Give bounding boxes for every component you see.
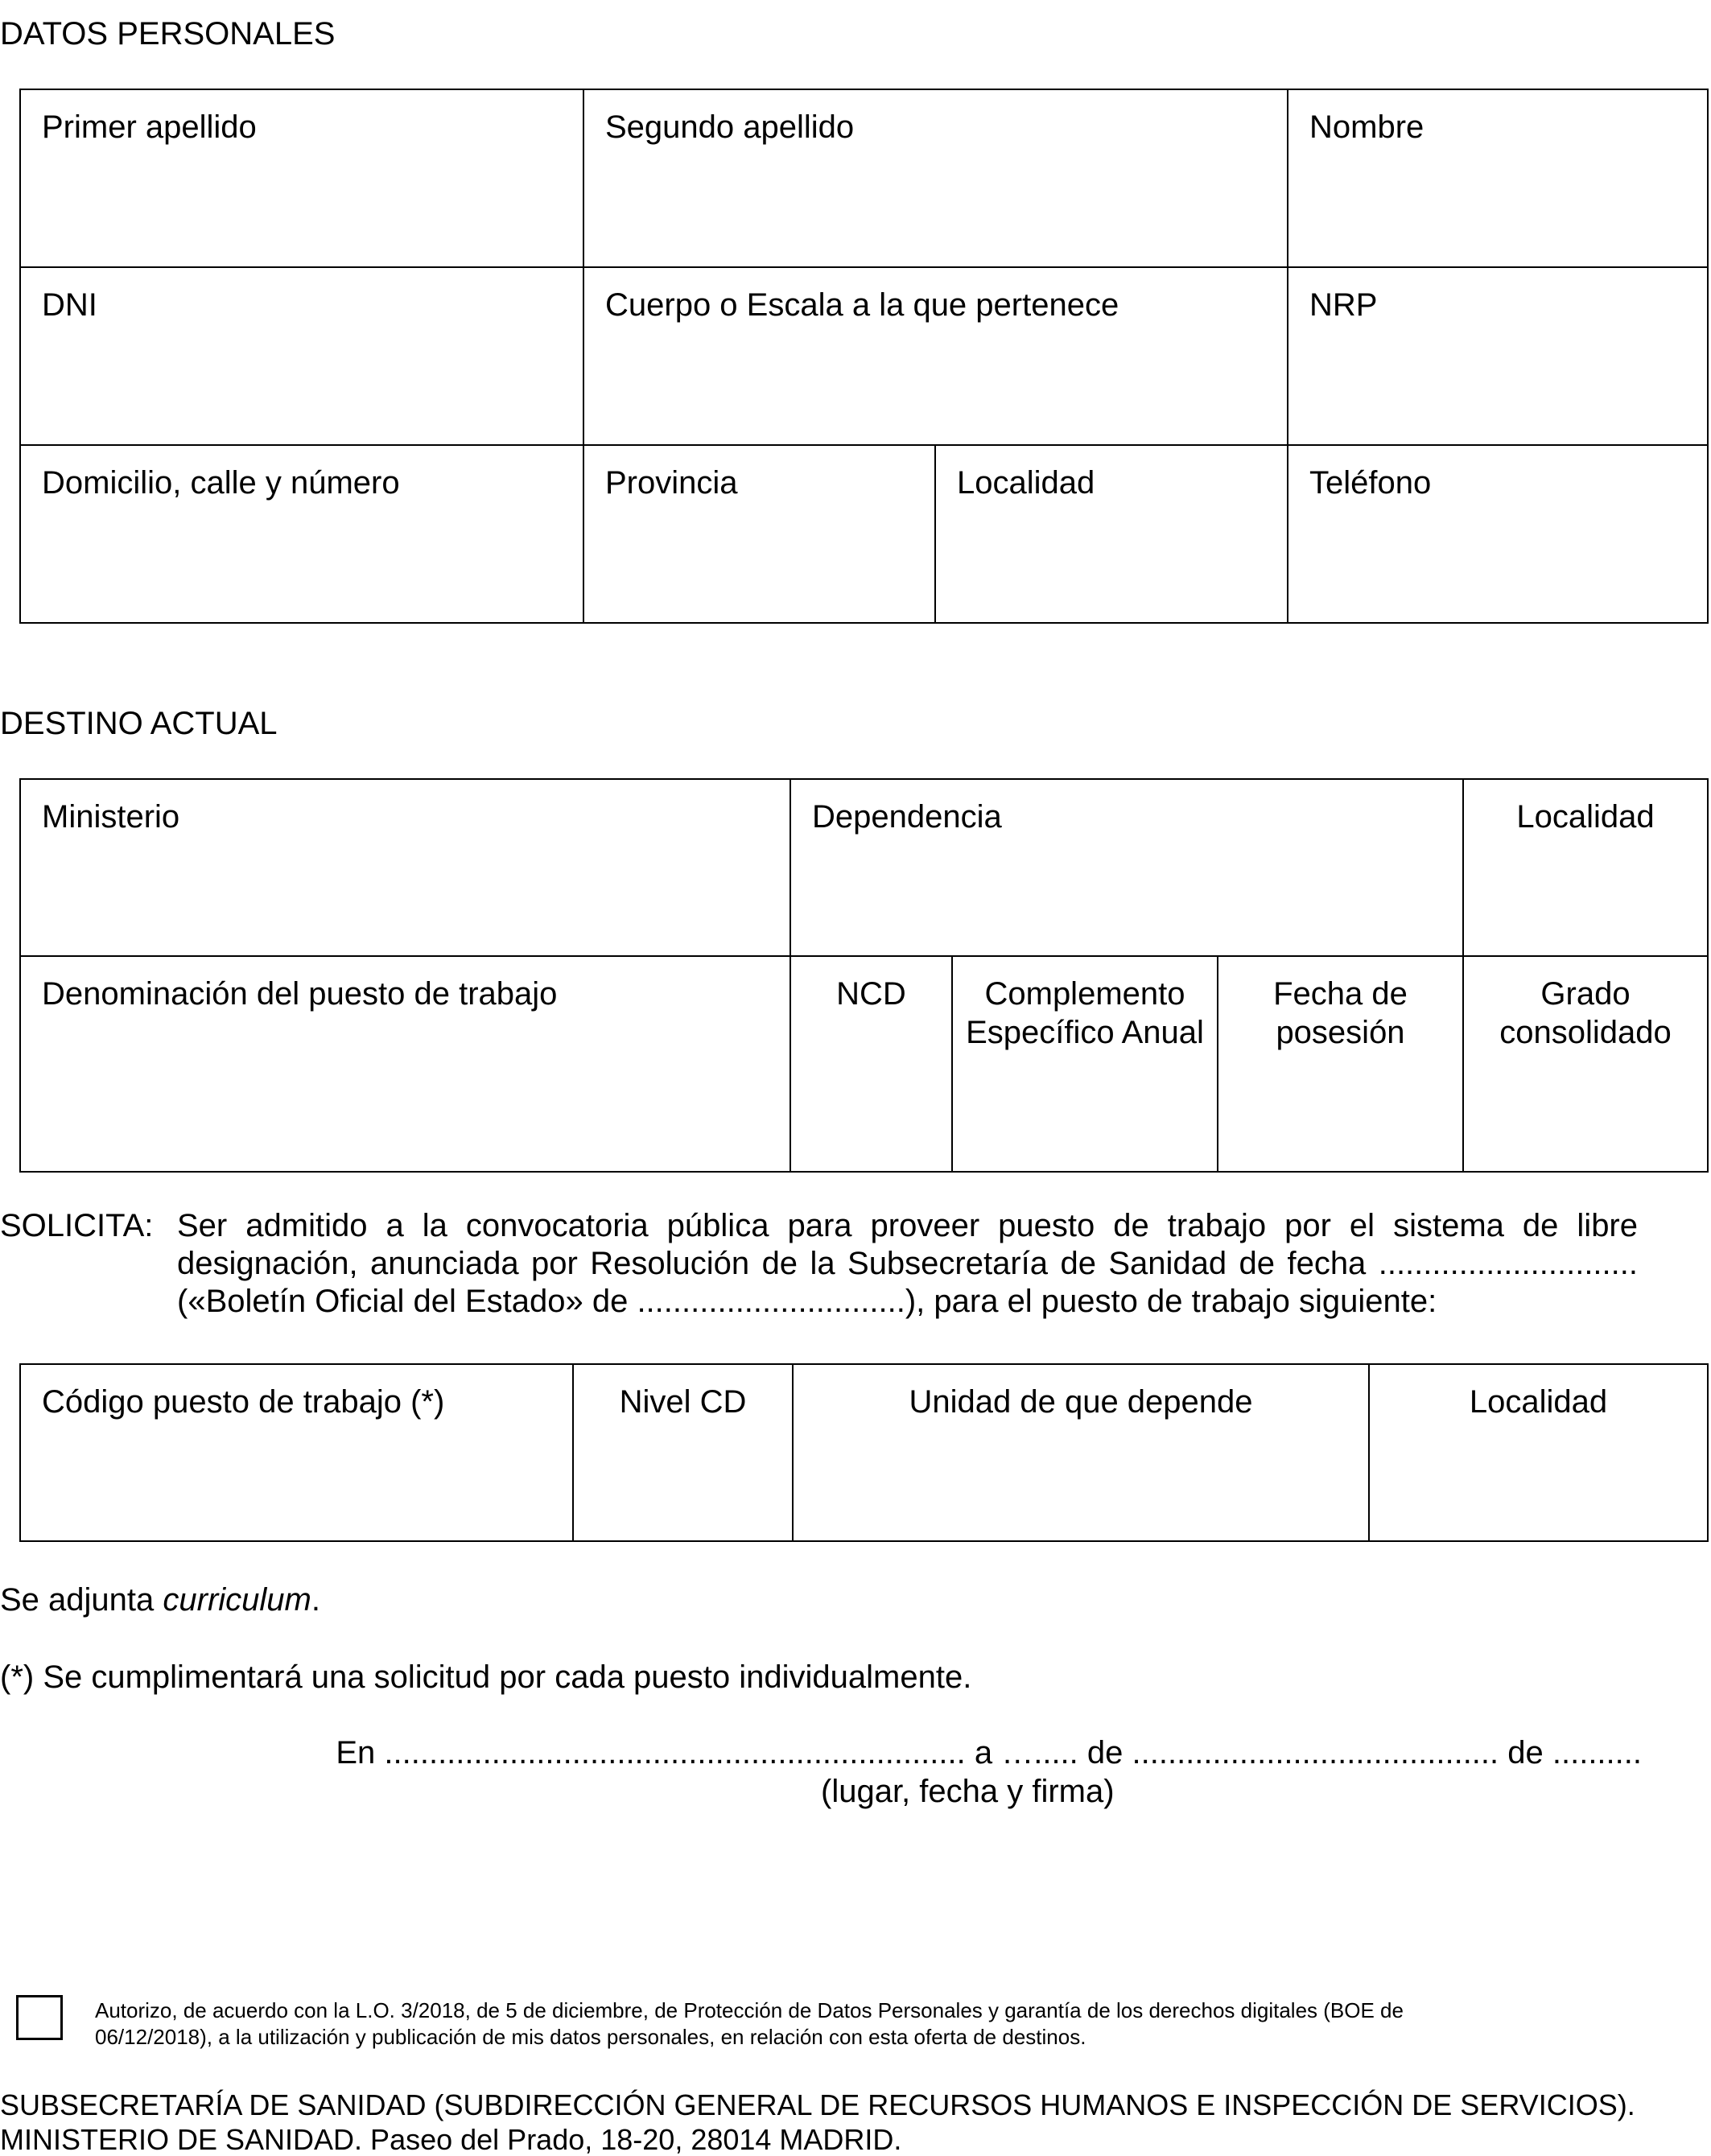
- field-localidad[interactable]: Localidad: [935, 445, 1288, 623]
- field-nrp[interactable]: NRP: [1288, 267, 1708, 445]
- field-dependencia[interactable]: Dependencia: [790, 779, 1463, 956]
- personal-data-table: [19, 89, 1709, 624]
- requested-post-table: [19, 1363, 1709, 1542]
- field-nivel-cd[interactable]: Nivel CD: [573, 1364, 793, 1541]
- field-cuerpo-escala[interactable]: Cuerpo o Escala a la que pertenece: [583, 267, 1288, 445]
- section-title-personal: DATOS PERSONALES: [0, 16, 336, 52]
- solicita-label: SOLICITA:: [0, 1208, 154, 1243]
- footnote: (*) Se cumplimentará una solicitud por cada puesto individualmente.: [0, 1659, 972, 1695]
- field-telefono[interactable]: Teléfono: [1288, 445, 1708, 623]
- consent-text: Autorizo, de acuerdo con la L.O. 3/2018, de 5 de diciembre, de Protección de Datos Personales y garantía de los derechos digitales (BOE de 06/12/2018), a la utilización y publicación de mis datos personales, en relación con esta oferta de destinos.: [95, 1998, 1404, 2049]
- field-ncd[interactable]: NCD: [790, 956, 952, 1172]
- footer-line-2: MINISTERIO DE SANIDAD. Paseo del Prado, 18-20, 28014 MADRID.: [0, 2123, 902, 2156]
- field-ministerio[interactable]: Ministerio: [20, 779, 790, 956]
- field-domicilio[interactable]: Domicilio, calle y número: [20, 445, 583, 623]
- field-localidad-puesto[interactable]: Localidad: [1369, 1364, 1708, 1541]
- field-denominacion[interactable]: Denominación del puesto de trabajo: [20, 956, 790, 1172]
- signature-caption: (lugar, fecha y firma): [821, 1774, 1115, 1809]
- field-grado[interactable]: Grado consolidado: [1463, 956, 1708, 1172]
- field-segundo-apellido[interactable]: Segundo apellido: [583, 89, 1288, 267]
- field-dni[interactable]: DNI: [20, 267, 583, 445]
- attachment-note: Se adjunta curriculum.: [0, 1582, 320, 1618]
- field-provincia[interactable]: Provincia: [583, 445, 935, 623]
- curriculum-word: curriculum: [163, 1582, 311, 1618]
- field-localidad-destino[interactable]: Localidad: [1463, 779, 1708, 956]
- solicita-text: Ser admitido a la convocatoria pública para proveer puesto de trabajo por el sistema de libre designación, anunciada por Resolución de la Subsecretaría de Sanidad de fecha ............................. («Boletín Oficial del Estado» de ..............................), para el puesto de trabajo siguiente:: [177, 1208, 1638, 1319]
- consent-checkbox[interactable]: [16, 1995, 63, 2040]
- field-fecha-posesion[interactable]: Fecha de posesión: [1218, 956, 1463, 1172]
- footer-line-1: SUBSECRETARÍA DE SANIDAD (SUBDIRECCIÓN GENERAL DE RECURSOS HUMANOS E INSPECCIÓN DE SERVICIOS).: [0, 2088, 1635, 2121]
- section-title-current: DESTINO ACTUAL: [0, 706, 278, 741]
- field-complemento[interactable]: Complemento Específico Anual: [952, 956, 1218, 1172]
- current-post-table: [19, 778, 1709, 1173]
- field-primer-apellido[interactable]: Primer apellido: [20, 89, 583, 267]
- field-codigo-puesto[interactable]: Código puesto de trabajo (*): [20, 1364, 573, 1541]
- field-nombre[interactable]: Nombre: [1288, 89, 1708, 267]
- place-date-line[interactable]: En ................................................................. a …..... de ......................................... de ..........: [336, 1735, 1642, 1771]
- field-unidad[interactable]: Unidad de que depende: [793, 1364, 1369, 1541]
